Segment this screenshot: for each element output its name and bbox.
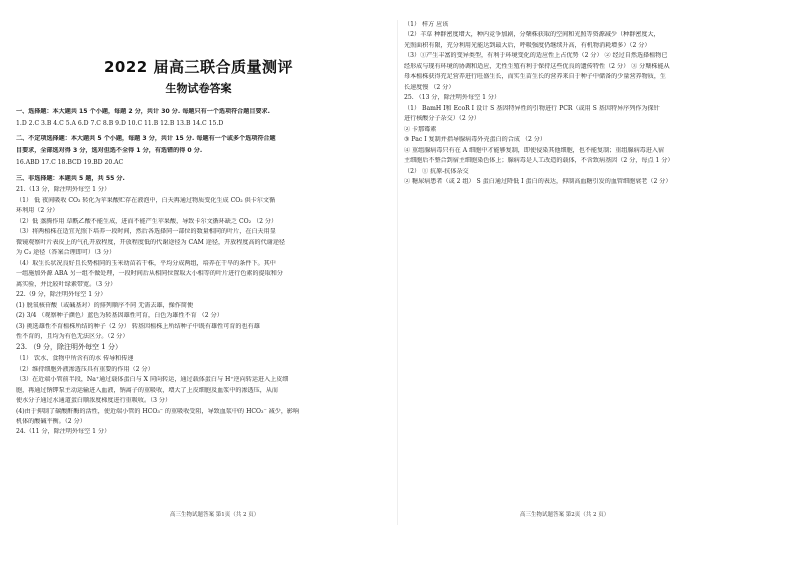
right-line: ② 卡那霉素 (404, 125, 437, 133)
right-line: 25. （13 分，除注明外每空 1 分） (404, 94, 501, 102)
left-line: (3) 挑选雄性不育植株所结的种子（2 分） 转基因植株上所结种子中既有雄性可育的也有雄 (16, 322, 260, 330)
left-line: 微镜观察叶片表皮上的气孔开放程度，开放程度低的代谢途径为 CAM 途径，开放程度高的代谢途径 (16, 238, 286, 246)
left-line: （4）取生长状况良好且长势相同的玉米幼苗若干株，平均分成两组，培养在干旱的条件下。其中 (16, 259, 276, 267)
page-title: 2022 届高三联合质量测评 (104, 58, 293, 76)
right-line: 长速度慢 （2 分） (404, 83, 455, 91)
right-line: 母本植株获得充足营养进行旺盛生长，而实生苗生长的营养来自于种子中储备的少量营养物质，生 (404, 73, 667, 81)
left-line: 使水分子通过水通道蛋白顺浓度梯度进行重吸收。（3 分） (16, 397, 172, 405)
footer-right: 高三生物试题答案 第2页（共 2 页） (520, 512, 610, 518)
right-line: （2）羊草 种群密度增大，种内竞争加剧，分蘖株获取的空间和光照等资源减少（种群密度大， (404, 31, 660, 39)
left-line: 21.（13 分，除注明外每空 1 分） (16, 186, 111, 194)
left-line: 一、选择题：本大题共 15 个小题，每题 2 分，共计 30 分. 每题只有一个选项符合题目要求. (16, 108, 270, 115)
page-divider (397, 20, 398, 525)
left-line: （1） 低 夜间吸收 CO₂ 转化为苹果酸贮存在液泡中，白天再通过物质变化生成 CO₂ 供卡尔文循 (16, 196, 276, 204)
left-line: 性不育的，且均为有色无法区分。（2 分） (16, 333, 129, 340)
left-line: （3）将两植株在适宜光照下培养一段时间，然后各选择同一部位的数量相同的叶片，在白天用显 (16, 228, 276, 236)
right-line: 光照面积有限，充分利用光能达到最大后，呼吸强度仍继续升高，有机物消耗增多）（2 分） (404, 41, 651, 49)
left-line: (1) 脱氧核苷酸（或碱基对）的排列顺序不同 无需去雄，操作简便 (16, 301, 194, 309)
left-line: 为 C₃ 途径（答案合理即可）（3 分） (16, 249, 116, 257)
right-column (404, 21, 782, 189)
right-line: （1） 样方 应该 (404, 21, 449, 28)
right-line: 经形成与现有环境的协调和适应，无性生殖有利于保持这些优良的遗传特性（2 分） ③ 分蘖株能从 (404, 62, 670, 70)
left-line: 二、不定项选择题：本大题共 5 个小题，每题 3 分，共计 15 分. 每题有一个或多个选项符合题 (16, 135, 276, 143)
left-line: 22.（9 分，除注明外每空 1 分） (16, 291, 107, 299)
left-line: 24.（11 分，除注明外每空 1 分） (16, 428, 111, 436)
left-line: (4)由于抑制了碳酸酐酶的活性，使近端小管的 HCO₃⁻ 的重吸收受阻，导致血浆中的 HCO₃⁻ 减少，影响 (16, 407, 300, 415)
left-line: (2) 3/4 （观察种子颜色）蓝色为转基因雄性可育，白色为雄性不育 （2 分） (16, 312, 223, 320)
right-line: ④ 重组腺病毒只有在 A 细胞中才能够复制，即使侵染其他细胞，也不能复制；重组腺病毒进入宿 (404, 146, 665, 154)
left-line: 23. （9 分，除注明外每空 1 分） (16, 343, 122, 352)
left-line: 机体的酸碱平衡。（2 分） (16, 417, 86, 425)
right-line: （2） ① 抗原-抗体杂交 (404, 167, 469, 175)
left-line: 1.D 2.C 3.B 4.C 5.A 6.D 7.C 8.B 9.D 10.C 11.B 12.B 13.B 14.C 15.D (16, 119, 224, 127)
left-line: 目要求，全部选对得 3 分，选对但选不全得 1 分，有选错的得 0 分. (16, 147, 203, 155)
right-line: 主细胞后不整合到宿主细胞染色体上；腺病毒是人工改造的载体，不含致病基因（2 分，每点 1 分） (404, 157, 674, 165)
left-line: 16.ABD 17.C 18.BCD 19.BD 20.AC (16, 159, 124, 167)
right-line: ② 糖尿病患者（或 2 组） S 蛋白通过降低 Ⅰ 蛋白的表达，抑制高血糖引发的血管细胞衰老（2 分） (404, 178, 672, 186)
right-line: （3）①产生丰富的变异类型，有利于环境变化的适应性上占优势（2 分） ② 经过自然选择植物已 (404, 52, 668, 60)
left-line: 环利用（2 分） (16, 207, 59, 215)
left-line: 一组施加外源 ABA 另一组不做处理，一段时间后从相同位置取大小相等的叶片进行色素的提取和分 (16, 270, 283, 278)
footer-left: 高三生物试题答案 第1页（共 2 页） (170, 512, 260, 518)
left-column (16, 108, 394, 439)
left-line: （2）低 蒸腾作用 草酰乙酸不能生成，进而不能产生苹果酸，导致卡尔文循环缺乏 CO₂ （2 分） (16, 217, 278, 225)
left-line: 离实验，并比较叶绿素带宽。（3 分） (16, 280, 117, 288)
left-line: （3）在近端小管前半段，Na⁺通过载体蛋白与 X 同向转运，通过载体蛋白与 H⁺逆向转运进入上皮细 (16, 376, 289, 384)
right-line: 进行核酸分子杂交）（2 分） (404, 115, 480, 123)
right-line: （1） BamH Ⅰ和 EcoR Ⅰ 设计 S 基因特异性的引物进行 PCR（或用 S 基因特异序列作为探针 (404, 104, 660, 112)
page-subtitle: 生物试卷答案 (165, 82, 232, 95)
left-line: （1） 饮水、食物中所含有的水 传导和传递 (16, 355, 134, 363)
left-line: 胞，再通过钠钾泵主动运输进入血液，钠离子的重吸收，增大了上皮细胞及血浆中的渗透压，从而 (16, 386, 279, 394)
left-line: （2）维持细胞外液渗透压具有重要的作用（2 分） (16, 365, 154, 373)
right-line: ③ Pac Ⅰ 复制并指导腺病毒外壳蛋白的合成 （2 分） (404, 136, 546, 144)
left-line: 三、非选择题：本题共 5 题，共 55 分. (16, 174, 125, 182)
